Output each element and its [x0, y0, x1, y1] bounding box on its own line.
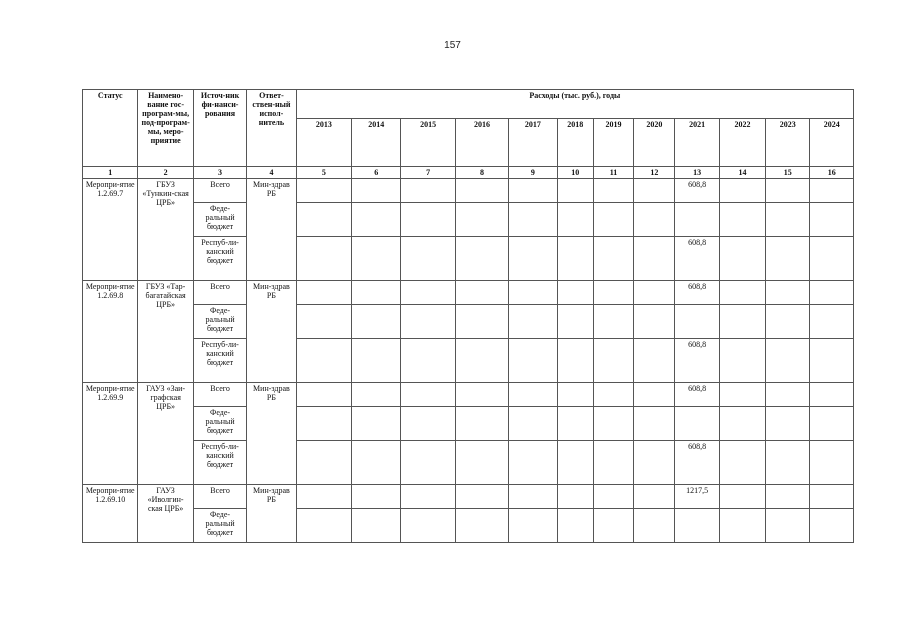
value-cell [766, 383, 810, 407]
budget-table-container [82, 89, 854, 543]
value-cell: 608,8 [675, 237, 719, 281]
value-cell [634, 509, 675, 543]
header-expenses: Расходы (тыс. руб.), годы [296, 90, 853, 119]
value-cell [557, 339, 593, 383]
value-cell [557, 441, 593, 485]
value-cell [509, 339, 557, 383]
value-cell [455, 179, 508, 203]
status-cell: Меропри-ятие 1.2.69.9 [83, 383, 138, 485]
column-number: 8 [455, 167, 508, 179]
table-row [83, 383, 854, 407]
table-row [83, 509, 854, 543]
status-cell: Меропри-ятие 1.2.69.7 [83, 179, 138, 281]
header-year: 2013 [296, 119, 351, 167]
name-cell: ГАУЗ «Заи-графская ЦРБ» [138, 383, 193, 485]
value-cell [719, 179, 765, 203]
value-cell [296, 237, 351, 281]
value-cell [557, 203, 593, 237]
column-number: 6 [352, 167, 401, 179]
value-cell [593, 281, 633, 305]
value-cell [401, 203, 455, 237]
value-cell [296, 305, 351, 339]
value-cell [401, 383, 455, 407]
value-cell [719, 485, 765, 509]
value-cell [810, 281, 854, 305]
value-cell [557, 407, 593, 441]
source-cell: Респуб-ли-канский бюджет [193, 339, 246, 383]
value-cell [634, 339, 675, 383]
value-cell [296, 339, 351, 383]
value-cell [675, 203, 719, 237]
value-cell [810, 203, 854, 237]
header-status: Статус [83, 90, 138, 167]
value-cell [352, 305, 401, 339]
header-year: 2014 [352, 119, 401, 167]
value-cell [719, 305, 765, 339]
value-cell [593, 179, 633, 203]
value-cell [766, 339, 810, 383]
value-cell [352, 485, 401, 509]
header-year: 2022 [719, 119, 765, 167]
value-cell [810, 237, 854, 281]
value-cell [766, 485, 810, 509]
value-cell [296, 383, 351, 407]
value-cell [455, 339, 508, 383]
value-cell: 608,8 [675, 281, 719, 305]
header-year: 2021 [675, 119, 719, 167]
value-cell [509, 485, 557, 509]
value-cell [352, 383, 401, 407]
value-cell [509, 281, 557, 305]
value-cell [634, 441, 675, 485]
column-number: 12 [634, 167, 675, 179]
value-cell [352, 179, 401, 203]
header-year: 2016 [455, 119, 508, 167]
value-cell [455, 441, 508, 485]
value-cell [352, 407, 401, 441]
column-number: 1 [83, 167, 138, 179]
value-cell [352, 203, 401, 237]
value-cell [509, 203, 557, 237]
column-number: 3 [193, 167, 246, 179]
value-cell [296, 485, 351, 509]
value-cell [455, 383, 508, 407]
table-row [83, 203, 854, 237]
source-cell: Всего [193, 485, 246, 509]
value-cell [352, 441, 401, 485]
status-cell: Меропри-ятие 1.2.69.8 [83, 281, 138, 383]
value-cell [401, 407, 455, 441]
responsible-cell: Мин-здрав РБ [247, 383, 296, 485]
value-cell [401, 305, 455, 339]
value-cell [401, 179, 455, 203]
value-cell [509, 237, 557, 281]
value-cell [593, 407, 633, 441]
value-cell [509, 383, 557, 407]
value-cell [296, 281, 351, 305]
value-cell [455, 281, 508, 305]
value-cell: 608,8 [675, 339, 719, 383]
value-cell [455, 407, 508, 441]
value-cell [557, 281, 593, 305]
value-cell [352, 281, 401, 305]
name-cell: ГАУЗ «Иволгин-ская ЦРБ» [138, 485, 193, 543]
value-cell [766, 441, 810, 485]
value-cell [401, 441, 455, 485]
value-cell [810, 179, 854, 203]
value-cell [593, 305, 633, 339]
header-responsible: Ответ-ствен-ный испол-нитель [247, 90, 296, 167]
value-cell [296, 407, 351, 441]
value-cell [455, 509, 508, 543]
value-cell [455, 203, 508, 237]
value-cell [401, 237, 455, 281]
value-cell [810, 509, 854, 543]
value-cell [352, 339, 401, 383]
table-row [83, 281, 854, 305]
value-cell [557, 179, 593, 203]
value-cell [593, 237, 633, 281]
table-row [83, 339, 854, 383]
value-cell [634, 305, 675, 339]
table-row [83, 237, 854, 281]
header-year: 2024 [810, 119, 854, 167]
source-cell: Феде-ральный бюджет [193, 407, 246, 441]
value-cell [675, 509, 719, 543]
table-row [83, 485, 854, 509]
value-cell [634, 383, 675, 407]
header-name: Наимено-вание гос-програм-мы, под-програм-мы, меро-приятие [138, 90, 193, 167]
value-cell [634, 281, 675, 305]
value-cell [810, 485, 854, 509]
value-cell [593, 339, 633, 383]
source-cell: Феде-ральный бюджет [193, 305, 246, 339]
value-cell: 1217,5 [675, 485, 719, 509]
budget-table [82, 89, 854, 543]
table-row [83, 407, 854, 441]
column-number: 7 [401, 167, 455, 179]
column-number: 4 [247, 167, 296, 179]
value-cell [557, 237, 593, 281]
value-cell [634, 485, 675, 509]
table-row [83, 441, 854, 485]
column-number: 2 [138, 167, 193, 179]
column-number: 10 [557, 167, 593, 179]
value-cell [509, 509, 557, 543]
value-cell [557, 383, 593, 407]
value-cell [401, 509, 455, 543]
value-cell [509, 407, 557, 441]
value-cell [634, 179, 675, 203]
value-cell [766, 203, 810, 237]
column-number: 14 [719, 167, 765, 179]
value-cell [352, 237, 401, 281]
value-cell [401, 485, 455, 509]
value-cell [557, 305, 593, 339]
responsible-cell: Мин-здрав РБ [247, 485, 296, 543]
name-cell: ГБУЗ «Тар-багатайская ЦРБ» [138, 281, 193, 383]
column-number: 11 [593, 167, 633, 179]
source-cell: Респуб-ли-канский бюджет [193, 237, 246, 281]
value-cell [810, 441, 854, 485]
value-cell [810, 305, 854, 339]
page-number: 157 [444, 40, 461, 51]
value-cell [455, 485, 508, 509]
value-cell [719, 237, 765, 281]
value-cell [766, 237, 810, 281]
header-year: 2017 [509, 119, 557, 167]
value-cell [766, 179, 810, 203]
value-cell [634, 407, 675, 441]
value-cell [766, 407, 810, 441]
value-cell [719, 407, 765, 441]
source-cell: Феде-ральный бюджет [193, 203, 246, 237]
value-cell [675, 407, 719, 441]
source-cell: Всего [193, 383, 246, 407]
column-number: 13 [675, 167, 719, 179]
source-cell: Феде-ральный бюджет [193, 509, 246, 543]
value-cell [296, 441, 351, 485]
source-cell: Всего [193, 281, 246, 305]
responsible-cell: Мин-здрав РБ [247, 179, 296, 281]
value-cell [634, 203, 675, 237]
value-cell [509, 305, 557, 339]
value-cell [766, 509, 810, 543]
header-year: 2018 [557, 119, 593, 167]
header-year: 2015 [401, 119, 455, 167]
value-cell [675, 305, 719, 339]
value-cell [719, 339, 765, 383]
column-number: 5 [296, 167, 351, 179]
value-cell [352, 509, 401, 543]
header-year: 2019 [593, 119, 633, 167]
header-source: Источ-ник фи-нанси-рования [193, 90, 246, 167]
column-number: 16 [810, 167, 854, 179]
value-cell [634, 237, 675, 281]
value-cell [593, 441, 633, 485]
value-cell [557, 485, 593, 509]
table-row [83, 305, 854, 339]
value-cell [719, 203, 765, 237]
value-cell [455, 305, 508, 339]
value-cell [509, 179, 557, 203]
value-cell: 608,8 [675, 441, 719, 485]
name-cell: ГБУЗ «Тункин-ская ЦРБ» [138, 179, 193, 281]
value-cell [455, 237, 508, 281]
value-cell [401, 281, 455, 305]
value-cell: 608,8 [675, 179, 719, 203]
column-number: 15 [766, 167, 810, 179]
table-row [83, 179, 854, 203]
value-cell [719, 281, 765, 305]
value-cell [593, 485, 633, 509]
column-number-row [83, 167, 854, 179]
column-number: 9 [509, 167, 557, 179]
value-cell [810, 339, 854, 383]
header-year: 2023 [766, 119, 810, 167]
source-cell: Всего [193, 179, 246, 203]
value-cell [593, 383, 633, 407]
value-cell: 608,8 [675, 383, 719, 407]
value-cell [810, 407, 854, 441]
value-cell [593, 203, 633, 237]
value-cell [296, 179, 351, 203]
responsible-cell: Мин-здрав РБ [247, 281, 296, 383]
status-cell: Меропри-ятие 1.2.69.10 [83, 485, 138, 543]
value-cell [401, 339, 455, 383]
value-cell [766, 305, 810, 339]
value-cell [296, 203, 351, 237]
value-cell [719, 383, 765, 407]
value-cell [509, 441, 557, 485]
value-cell [593, 509, 633, 543]
value-cell [810, 383, 854, 407]
value-cell [296, 509, 351, 543]
header-year: 2020 [634, 119, 675, 167]
value-cell [766, 281, 810, 305]
source-cell: Респуб-ли-канский бюджет [193, 441, 246, 485]
value-cell [719, 441, 765, 485]
value-cell [719, 509, 765, 543]
value-cell [557, 509, 593, 543]
